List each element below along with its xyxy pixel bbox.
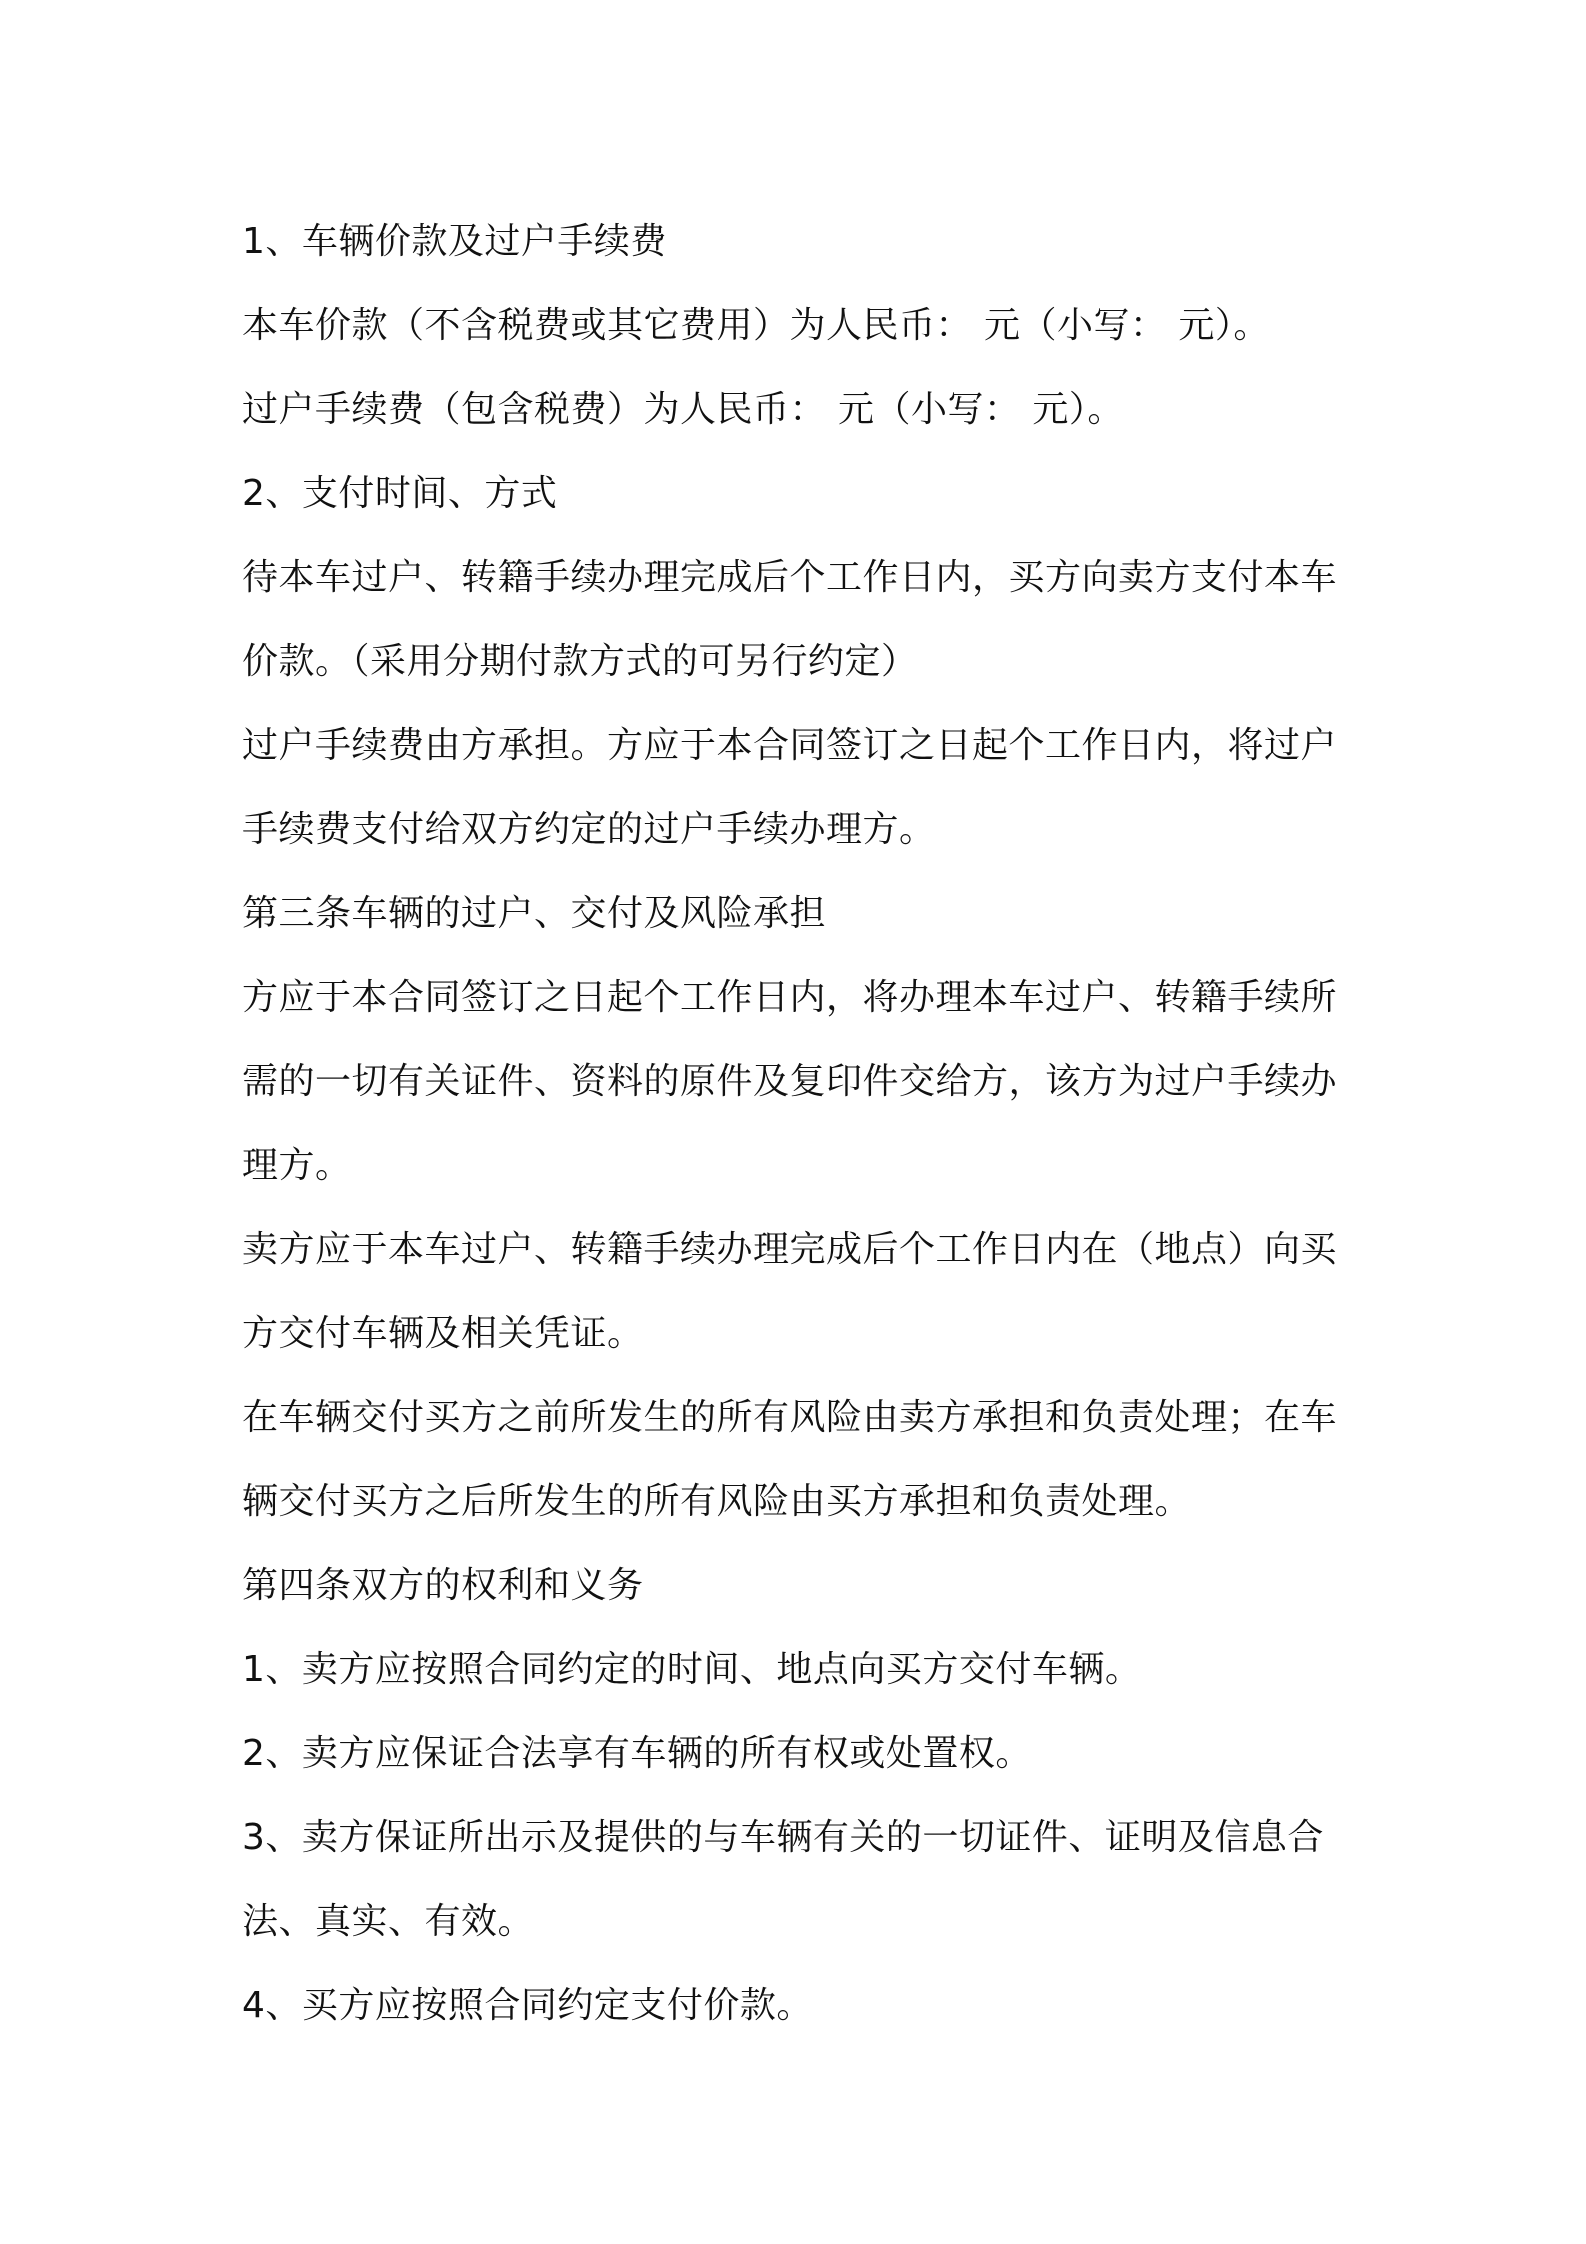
paragraph-line: 手续费支付给双方约定的过户手续办理方。 xyxy=(242,809,936,850)
list-item: 3、卖方保证所出示及提供的与车辆有关的一切证件、证明及信息合 xyxy=(242,1817,1324,1858)
list-item-continuation: 法、真实、有效。 xyxy=(242,1901,535,1942)
paragraph-line: 方交付车辆及相关凭证。 xyxy=(242,1313,644,1354)
paragraph-line: 价款。（采用分期付款方式的可另行约定） xyxy=(242,641,918,682)
section-heading-payment: 2、支付时间、方式 xyxy=(242,473,558,514)
list-item: 1、卖方应按照合同约定的时间、地点向买方交付车辆。 xyxy=(242,1649,1142,1690)
paragraph-line: 待本车过户、转籍手续办理完成后个工作日内，买方向卖方支付本车 xyxy=(242,557,1338,598)
paragraph-line: 理方。 xyxy=(242,1145,352,1186)
document-body xyxy=(242,200,1367,2048)
article-heading-3: 第三条车辆的过户、交付及风险承担 xyxy=(242,893,827,934)
list-item: 4、买方应按照合同约定支付价款。 xyxy=(242,1985,813,2026)
article-heading-4: 第四条双方的权利和义务 xyxy=(242,1565,644,1606)
paragraph-line: 过户手续费（包含税费）为人民币： 元（小写： 元）。 xyxy=(242,389,1124,430)
paragraph-line: 方应于本合同签订之日起个工作日内，将办理本车过户、转籍手续所 xyxy=(242,977,1338,1018)
paragraph-line: 在车辆交付买方之前所发生的所有风险由卖方承担和负责处理；在车 xyxy=(242,1397,1338,1438)
paragraph-line: 本车价款（不含税费或其它费用）为人民币： 元（小写： 元）。 xyxy=(242,305,1270,346)
paragraph-line: 卖方应于本车过户、转籍手续办理完成后个工作日内在（地点）向买 xyxy=(242,1229,1338,1270)
section-heading-price: 1、车辆价款及过户手续费 xyxy=(242,221,667,262)
paragraph-line: 过户手续费由方承担。方应于本合同签订之日起个工作日内，将过户 xyxy=(242,725,1338,766)
list-item: 2、卖方应保证合法享有车辆的所有权或处置权。 xyxy=(242,1733,1032,1774)
paragraph-line: 辆交付买方之后所发生的所有风险由买方承担和负责处理。 xyxy=(242,1481,1192,1522)
paragraph-line: 需的一切有关证件、资料的原件及复印件交给方，该方为过户手续办 xyxy=(242,1061,1338,1102)
